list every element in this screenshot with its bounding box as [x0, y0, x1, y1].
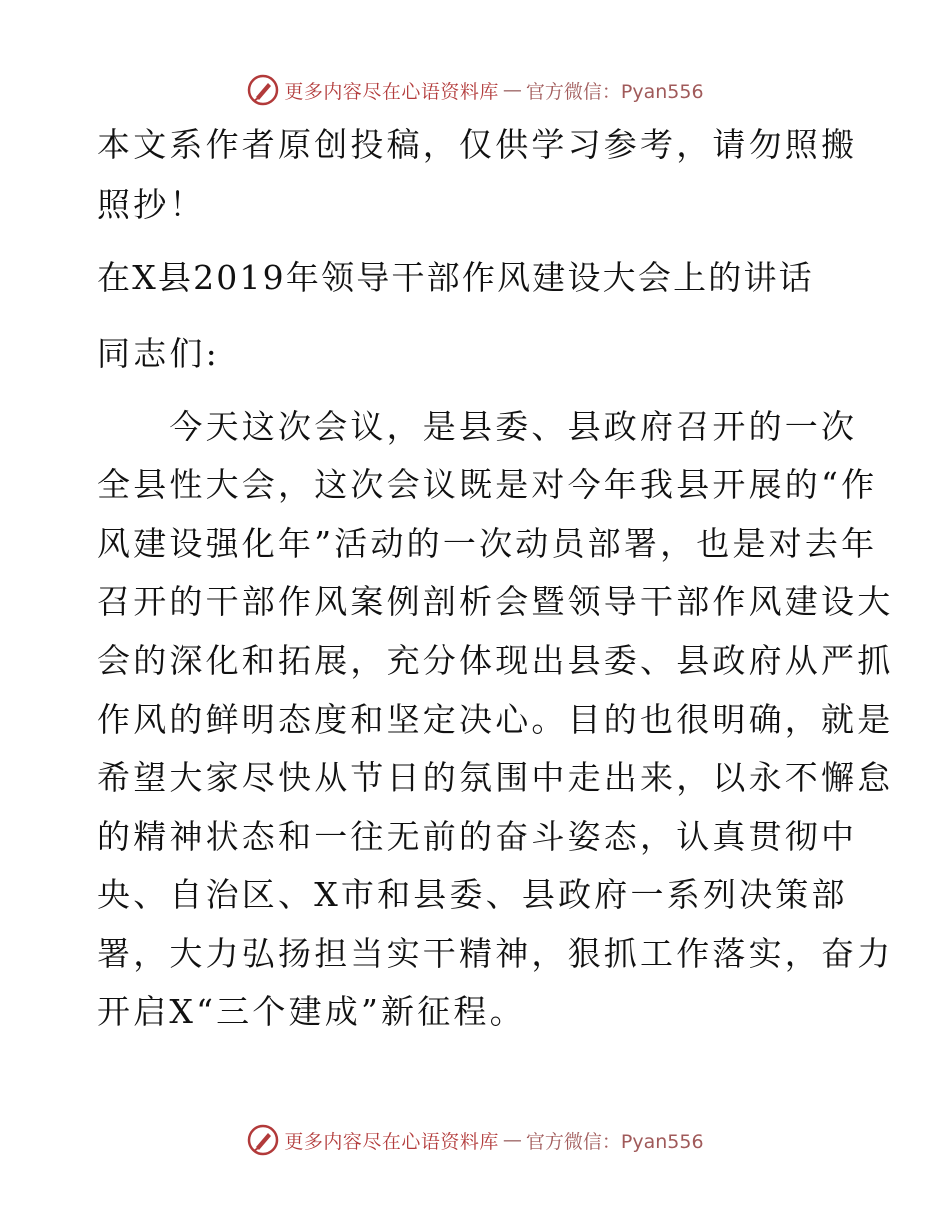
body-line: 央、自治区、X市和县委、县政府一系列决策部 — [97, 875, 848, 914]
body-line: 会的深化和拓展，充分体现出县委、县政府从严抓 — [97, 641, 894, 680]
watermark-contact: 官方微信：Pyan556 — [525, 80, 704, 103]
watermark-separator: — — [502, 1129, 522, 1151]
body-line: 的精神状态和一往无前的奋斗姿态，认真贯彻中 — [97, 817, 858, 856]
watermark-contact: 官方微信：Pyan556 — [525, 1130, 704, 1153]
watermark-banner-bottom — [0, 1120, 950, 1160]
watermark-text: 更多内容尽在心语资料库 — [284, 1130, 499, 1153]
body-line: 召开的干部作风案例剖析会暨领导干部作风建设大 — [97, 582, 894, 621]
document-title: 在X县2019年领导干部作风建设大会上的讲话 — [97, 258, 814, 297]
pen-logo-icon — [246, 1123, 280, 1157]
pen-logo-icon — [246, 73, 280, 107]
notice-line-2: 照抄！ — [97, 185, 206, 224]
body-line: 作风的鲜明态度和坚定决心。目的也很明确，就是 — [97, 700, 894, 739]
watermark-text: 更多内容尽在心语资料库 — [284, 80, 499, 103]
body-line: 开启X“三个建成”新征程。 — [97, 992, 526, 1031]
notice-line-1: 本文系作者原创投稿，仅供学习参考，请勿照搬 — [97, 125, 858, 164]
body-line: 希望大家尽快从节日的氛围中走出来，以永不懈怠 — [97, 758, 894, 797]
watermark-separator: — — [502, 79, 522, 101]
body-line: 风建设强化年”活动的一次动员部署，也是对去年 — [97, 524, 878, 563]
body-line: 署，大力弘扬担当实干精神，狠抓工作落实，奋力 — [97, 934, 894, 973]
body-line: 今天这次会议，是县委、县政府召开的一次 — [97, 407, 858, 446]
watermark-banner-top — [0, 70, 950, 110]
salutation: 同志们: — [97, 334, 220, 373]
body-line: 全县性大会，这次会议既是对今年我县开展的“作 — [97, 465, 878, 504]
